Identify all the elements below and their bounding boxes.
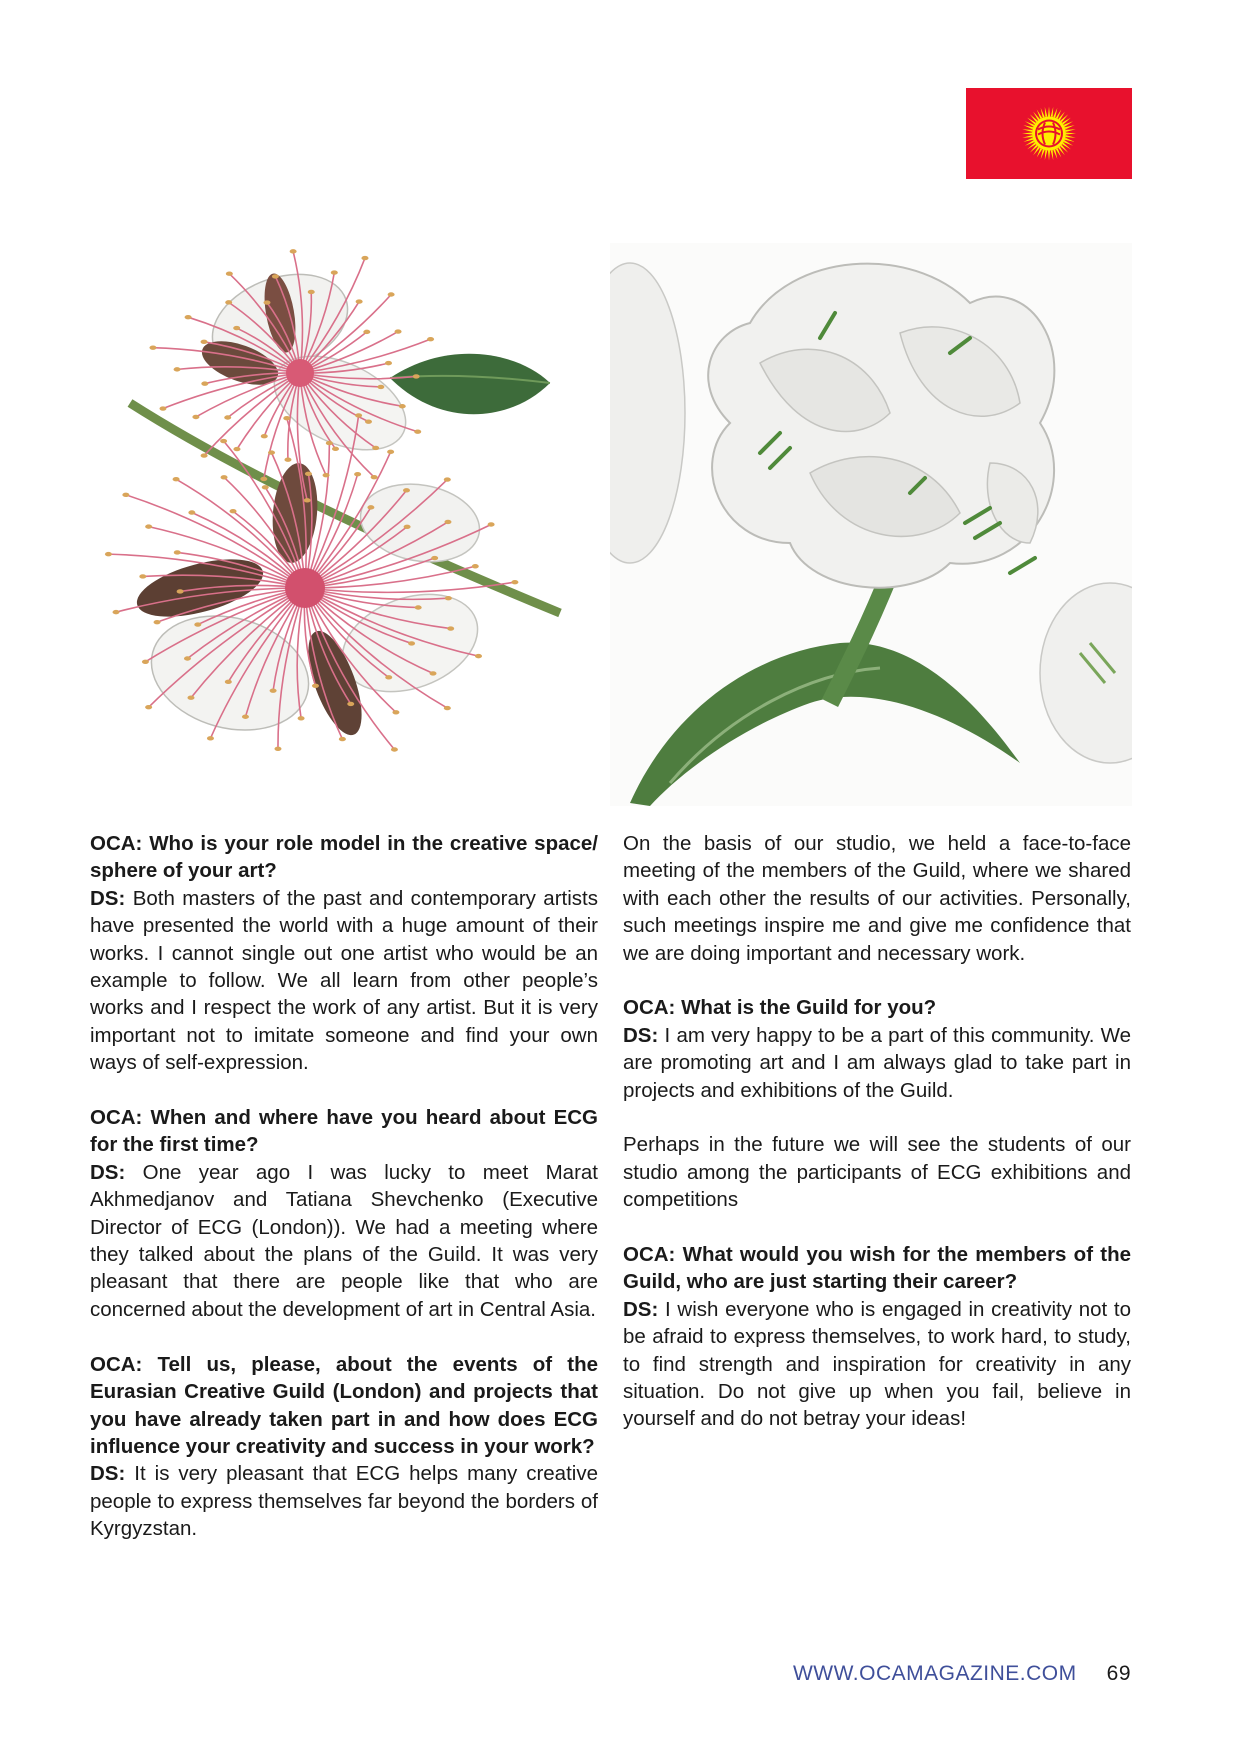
question-wish: OCA: What would you wish for the members of the Guild, who are just starting their career? bbox=[623, 1243, 1131, 1294]
page-number: 69 bbox=[1106, 1662, 1131, 1685]
question-role-model: OCA: Who is your role model in the creative space/ sphere of your art? bbox=[90, 832, 598, 883]
left-text-column bbox=[90, 830, 598, 1543]
magazine-url[interactable]: WWW.OCAMAGAZINE.COM bbox=[792, 1662, 1077, 1685]
speaker-label: DS: bbox=[90, 886, 126, 910]
answer-role-model bbox=[90, 885, 598, 1077]
answer-events bbox=[90, 1460, 598, 1542]
answer-text: Both masters of the past and contemporary artists have presented the world with a huge amount of their works. I cannot single out one artist who would be an example to follow. We all learn from other people’s works and I respect the work of any artist. But it is very important not to imitate someone and find your own ways of self-expression. bbox=[90, 886, 598, 1075]
kyrgyzstan-flag bbox=[966, 88, 1132, 179]
speaker-label: DS: bbox=[90, 1160, 126, 1184]
speaker-label: DS: bbox=[623, 1023, 659, 1047]
answer-text: I wish everyone who is engaged in creativity not to be afraid to express themselves, to work hard, to study, to find strength and inspiration for creativity in any situation. Do not give up when you fail, believe in yourself and do not betray your ideas! bbox=[623, 1297, 1131, 1431]
speaker-label: DS: bbox=[623, 1297, 659, 1321]
answer-text: It is very pleasant that ECG helps many creative people to express themselves far beyond the borders of Kyrgyzstan. bbox=[90, 1462, 598, 1541]
white-tulip-illustration bbox=[610, 243, 1132, 806]
answer-wish bbox=[623, 1296, 1131, 1433]
question-guild-for-you: OCA: What is the Guild for you? bbox=[623, 996, 937, 1020]
answer-guild-for-you bbox=[623, 1022, 1131, 1104]
intro-paragraph: On the basis of our studio, we held a face-to-face meeting of the members of the Guild, where we shared with each other the results of our activities. Personally, such meetings inspire me and give me confidence that we are doing important and necessary work. bbox=[623, 832, 1131, 965]
flag-sun-icon bbox=[966, 88, 1132, 179]
answer-text: One year ago I was lucky to meet Marat Akhmedjanov and Tatiana Shevchenko (Executive Director of ECG (London)). We had a meeting where they talked about the plans of the Guild. It was very pleasant that there are people like that who are concerned about the development of art in Central Asia. bbox=[90, 1160, 598, 1321]
right-text-column bbox=[623, 830, 1131, 1433]
question-events: OCA: Tell us, please, about the events of the Eurasian Creative Guild (London) and projects that you have already taken part in and how does ECG influence your creativity and success in your work? bbox=[90, 1352, 598, 1458]
answer-first-heard bbox=[90, 1159, 598, 1323]
speaker-label: DS: bbox=[90, 1462, 126, 1486]
page-footer bbox=[793, 1662, 1131, 1686]
caper-flower-illustration bbox=[90, 243, 600, 806]
future-paragraph: Perhaps in the future we will see the students of our studio among the participants of ECG exhibitions and competitions bbox=[623, 1133, 1131, 1212]
answer-text: I am very happy to be a part of this community. We are promoting art and I am always glad to take part in projects and exhibitions of the Guild. bbox=[623, 1023, 1131, 1102]
question-first-heard: OCA: When and where have you heard about ECG for the first time? bbox=[90, 1106, 598, 1157]
